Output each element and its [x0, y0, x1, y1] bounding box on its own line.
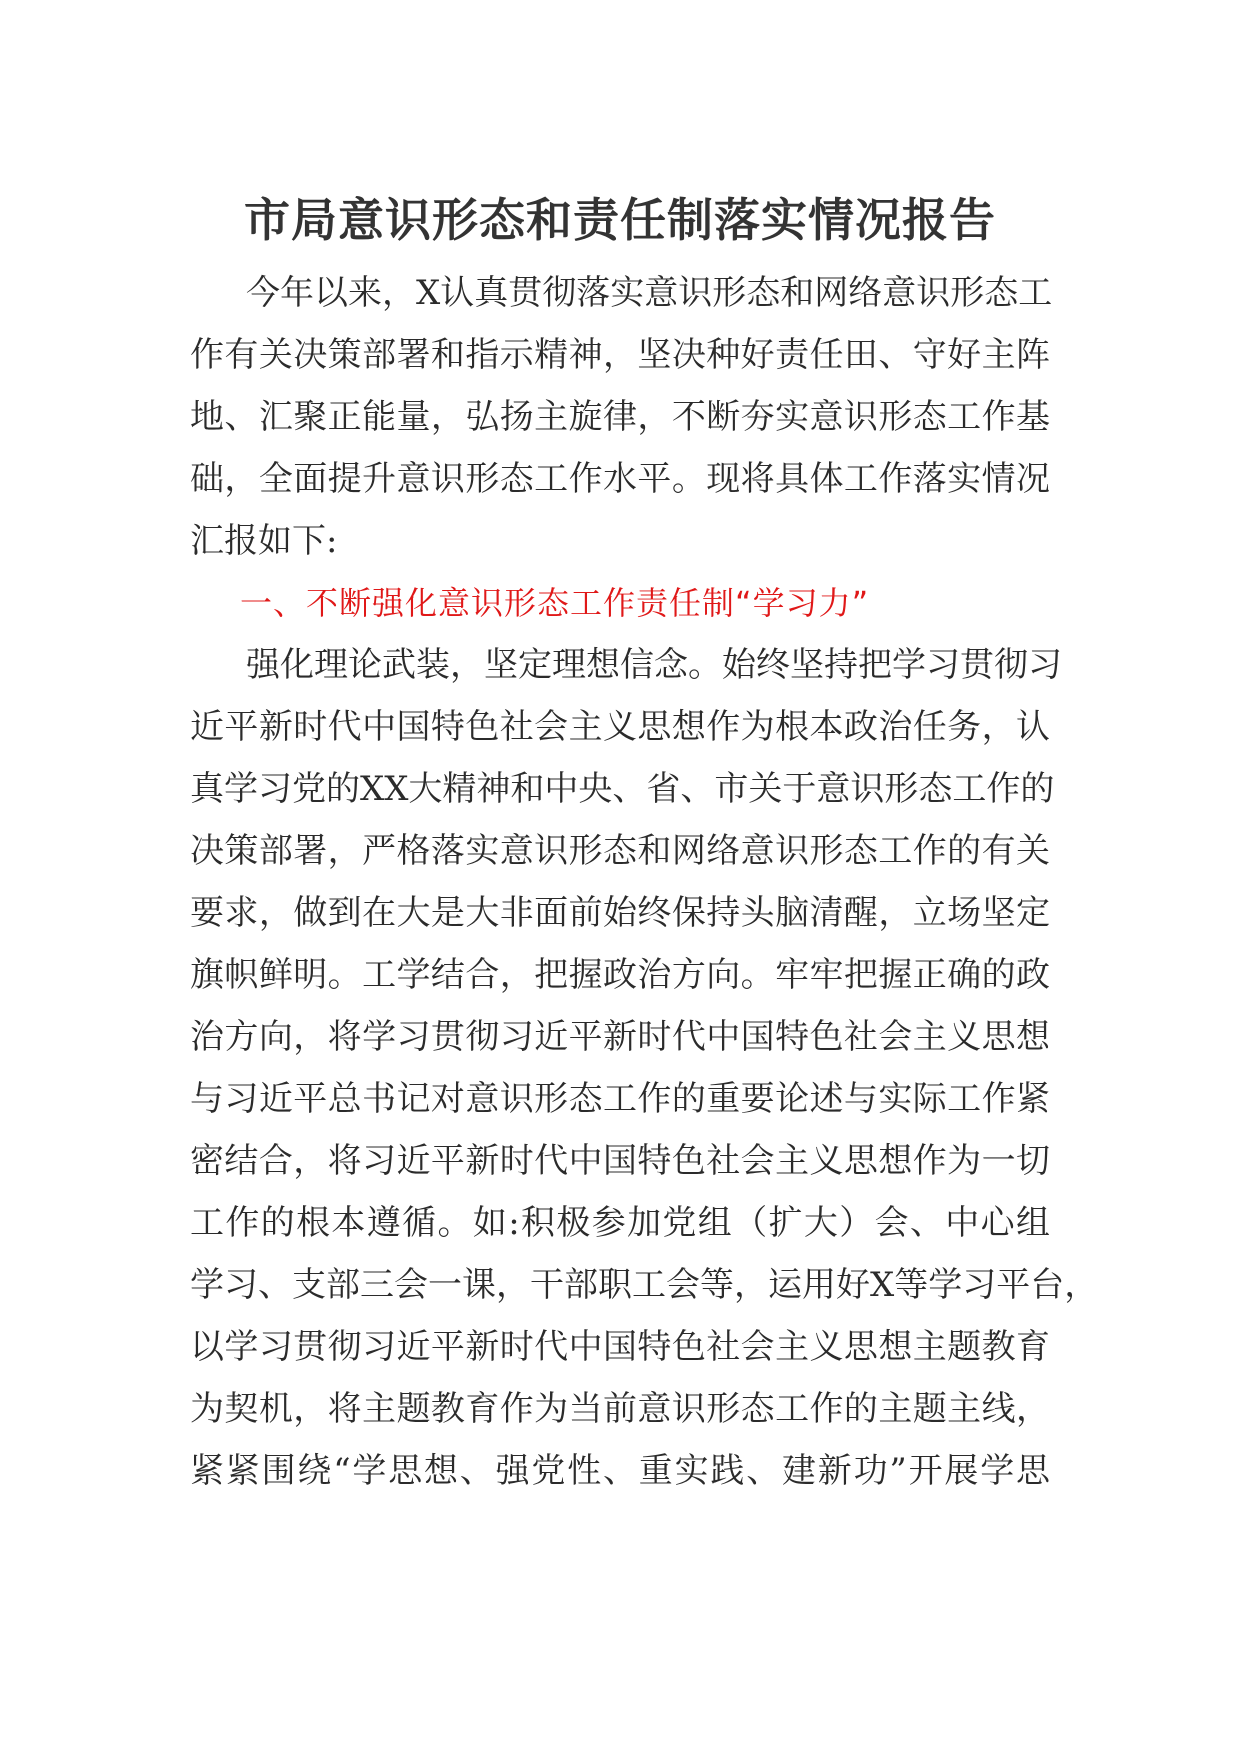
intro-paragraph: [190, 262, 1053, 572]
paragraph-line: 以学习贯彻习近平新时代中国特色社会主义思想主题教育: [190, 1327, 1050, 1367]
paragraph-line: 旗帜鲜明。工学结合，把握政治方向。牢牢把握正确的政: [190, 955, 1050, 995]
paragraph-line: 础，全面提升意识形态工作水平。现将具体工作落实情况: [190, 459, 1050, 499]
paragraph-line: 地、汇聚正能量，弘扬主旋律，不断夯实意识形态工作基: [190, 397, 1050, 437]
paragraph-line: 近平新时代中国特色社会主义思想作为根本政治任务，认: [190, 707, 1050, 747]
paragraph-line: 工作的根本遵循。如:积极参加党组（扩大）会、中心组: [190, 1203, 1050, 1243]
paragraph-line: 为契机，将主题教育作为当前意识形态工作的主题主线，: [190, 1389, 1050, 1429]
paragraph-line: 治方向，将学习贯彻习近平新时代中国特色社会主义思想: [190, 1017, 1050, 1057]
paragraph-line: 汇报如下:: [190, 521, 338, 561]
paragraph-line: 要求，做到在大是大非面前始终保持头脑清醒，立场坚定: [190, 893, 1050, 933]
paragraph-line: 与习近平总书记对意识形态工作的重要论述与实际工作紧: [190, 1079, 1050, 1119]
paragraph-line: 密结合，将习近平新时代中国特色社会主义思想作为一切: [190, 1141, 1050, 1181]
paragraph-line: 学习、支部三会一课，干部职工会等，运用好X等学习平台，: [190, 1265, 1099, 1305]
paragraph-line: 强化理论武装，坚定理想信念。始终坚持把学习贯彻习: [246, 645, 1062, 685]
section-paragraph: [190, 634, 1099, 1502]
paragraph-line: 紧紧围绕“学思想、强党性、重实践、建新功”开展学思: [190, 1451, 1050, 1491]
section-heading: 一、不断强化意识形态工作责任制“学习力”: [240, 584, 870, 622]
paragraph-line: 今年以来，X认真贯彻落实意识形态和网络意识形态工: [246, 273, 1053, 313]
document-title: 市局意识形态和责任制落实情况报告: [244, 193, 996, 247]
paragraph-line: 决策部署，严格落实意识形态和网络意识形态工作的有关: [190, 831, 1050, 871]
paragraph-line: 作有关决策部署和指示精神，坚决种好责任田、守好主阵: [190, 335, 1050, 375]
paragraph-line: 真学习党的XX大精神和中央、省、市关于意识形态工作的: [190, 769, 1055, 809]
document-body: [190, 262, 1099, 1502]
